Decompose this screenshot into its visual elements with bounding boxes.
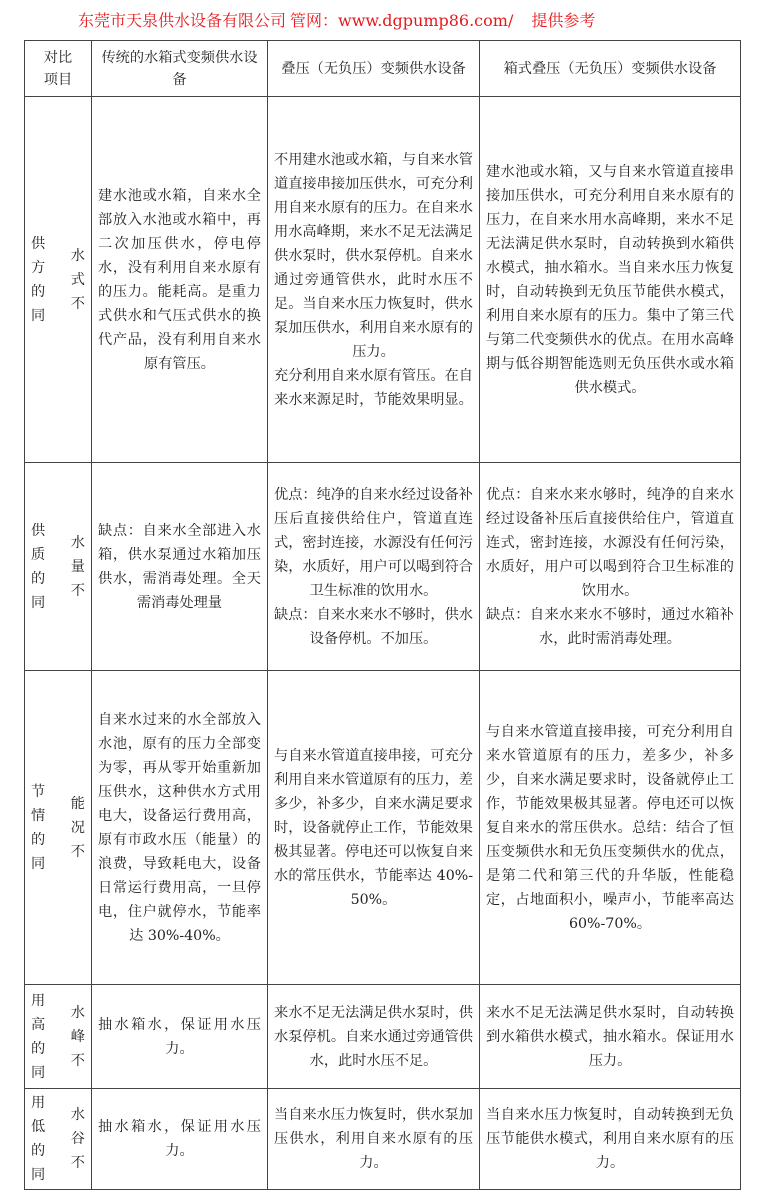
cell-paragraph: 优点：自来水来水够时，纯净的自来水经过设备补压后直接供给住户，管道直连式，密封连接，水源没有任何污染，水质好，用户可以喝到符合卫生标准的饮用水。 [486,486,734,599]
row-label-char: 水 [70,1107,85,1123]
table-cell [268,671,480,985]
table-row-supply-method [25,97,741,463]
row-label-char: 峰 [70,1028,85,1045]
comparison-table [24,40,741,1190]
row-label-char: 况 [70,819,85,836]
cell-paragraph: 与自来水管道直接串接，可充分利用自来水管道原有的压力，差多少，补多少，自来水满足要求时，设备就停止工作，节能效果极其显著。停电还可以恢复自来水的常压供水。总结：结合了恒压变频供水和无负压变频供水的优点，是第二代和第三代的升华版，性能稳定，占地面积小，噪声小，节能率高达 60%-70%。 [486,723,734,932]
cell-paragraph: 缺点：自来水全部进入水箱，供水泵通过水箱加压供水，需消毒处理。全天需消毒处理量 [98,522,261,611]
table-cell [268,463,480,671]
cell-paragraph: 建水池或水箱，又与自来水管道直接串接加压供水，可充分利用自来水原有的压力，在自来水用水高峰期，来水不足无法满足供水泵时，自动转换到水箱供水模式，抽水箱水。当自来水压力恢复时，自动转换到无负压节能供水模式，利用自来水原有的压力。集中了第三代与第二代变频供水的优点。在用水高峰期与低谷期智能选则无负压供水或水箱供水模式。 [486,163,734,396]
cell-paragraph: 来水不足无法满足供水泵时，自动转换到水箱供水模式，抽水箱水。保证用水压力。 [486,1004,734,1069]
page-header [0,6,765,36]
table-header-row [25,41,741,97]
row-label-char: 不 [70,1155,85,1171]
row-label-char: 水 [70,534,85,551]
table-cell [92,671,268,985]
cell-paragraph: 不用建水池或水箱，与自来水管道直接串接加压供水，可充分利用自来水原有的压力。在自来水用水高峰期，来水不足无法满足供水泵时，供水泵停机。自来水通过旁通管供水，此时水压不足。当自来水压力恢复时，供水泵加压供水，利用自来水原有的压力。 [274,151,473,360]
cell-paragraph: 与自来水管道直接串接，可充分利用自来水管道原有的压力，差多少，补多少，自来水满足要求时，设备就停止工作，节能效果极其显著。停电还可以恢复自来水的常压供水，节能率达 40%-50%。 [274,747,473,908]
cell-paragraph: 来水不足无法满足供水泵时，供水泵停机。自来水通过旁通管供水，此时水压不足。 [274,1004,473,1069]
table-cell [480,1089,741,1190]
table-cell [92,985,268,1089]
row-label-char: 的 [31,831,46,848]
cell-paragraph: 优点：纯净的自来水经过设备补压后直接供给住户，管道直连式，密封连接，水源没有任何污染，水质好，用户可以喝到符合卫生标准的饮用水。 [274,486,473,599]
row-label-char: 能 [70,795,85,812]
website-link[interactable]: 管网：www.dgpump86.com/ [290,11,514,30]
row-label-char: 量 [70,558,85,575]
row-label-water-quality [25,463,92,671]
header-compare-line2: 项目 [43,71,73,88]
row-label-char: 同 [31,1167,46,1183]
cell-paragraph: 抽水箱水，保证用水压力。 [98,1119,261,1159]
row-label-char: 同 [31,307,46,324]
row-label-char: 式 [70,271,85,288]
row-label-peak-usage [25,985,92,1089]
row-label-char: 不 [70,582,85,599]
row-label-char: 用 [31,992,46,1009]
row-label-char: 高 [31,1016,46,1033]
row-label-char: 的 [31,570,46,587]
reference-note: 提供参考 [531,11,596,30]
header-traditional: 传统的水箱式变频供水设备 [92,41,268,97]
row-label-char: 的 [31,1040,46,1057]
row-label-char: 的 [31,283,46,300]
row-label-char: 供 [31,235,46,252]
row-label-char: 不 [70,1052,85,1069]
row-label-char: 谷 [70,1131,85,1147]
row-label-char: 质 [31,546,46,563]
cell-paragraph: 缺点：自来水来水不够时，供水设备停机。不加压。 [274,606,473,647]
row-label-char: 情 [31,807,46,824]
row-label-char: 水 [70,247,85,264]
table-cell [480,985,741,1089]
row-label-char: 同 [31,855,46,872]
table-cell [92,1089,268,1190]
cell-paragraph: 充分利用自来水原有管压。在自来水来源足时，节能效果明显。 [274,367,473,408]
row-label-char: 不 [70,843,85,860]
row-label-char: 供 [31,522,46,539]
header-box-non-negative-pressure: 箱式叠压（无负压）变频供水设备 [480,41,741,97]
row-label-char: 的 [31,1143,46,1159]
cell-paragraph: 当自来水压力恢复时，自动转换到无负压节能供水模式，利用自来水原有的压力。 [486,1107,734,1171]
row-label-char: 不 [70,295,85,312]
row-label-char: 水 [70,1004,85,1021]
row-label-char: 用 [31,1095,46,1111]
company-name: 东莞市天泉供水设备有限公司 [78,11,287,30]
table-cell [268,1089,480,1190]
table-cell [268,985,480,1089]
row-label-char: 方 [31,259,46,276]
row-label-energy-saving [25,671,92,985]
table-row-water-quality [25,463,741,671]
row-label-off-peak-usage [25,1089,92,1190]
header-compare-item [25,41,92,97]
header-non-negative-pressure: 叠压（无负压）变频供水设备 [268,41,480,97]
table-row-energy-saving [25,671,741,985]
table-cell [480,97,741,463]
cell-paragraph: 建水池或水箱，自来水全部放入水池或水箱中，再二次加压供水，停电停水，没有利用自来水原有的压力。能耗高。是重力式供水和气压式供水的换代产品，没有利用自来水原有管压。 [98,187,261,372]
row-label-supply-method [25,97,92,463]
row-label-char: 低 [31,1119,46,1135]
cell-paragraph: 当自来水压力恢复时，供水泵加压供水，利用自来水原有的压力。 [274,1107,473,1171]
header-compare-line1: 对比 [43,49,73,66]
table-row-peak-usage [25,985,741,1089]
table-cell [480,463,741,671]
table-cell [92,463,268,671]
cell-paragraph: 抽水箱水，保证用水压力。 [98,1016,261,1057]
cell-paragraph: 自来水过来的水全部放入水池，原有的压力全部变为零，再从零开始重新加压供水，这种供水方式用电大，设备运行费用高，原有市政水压（能量）的浪费，导致耗电大，设备日常运行费用高，一旦停电，住户就停水，节能率达 30%-40%。 [98,711,261,944]
row-label-char: 同 [31,1064,46,1081]
table-row-off-peak-usage [25,1089,741,1190]
row-label-char: 同 [31,594,46,611]
table-cell [268,97,480,463]
table-cell [480,671,741,985]
row-label-char: 节 [31,783,46,800]
table-cell [92,97,268,463]
cell-paragraph: 缺点：自来水来水不够时，通过水箱补水，此时需消毒处理。 [486,606,734,647]
